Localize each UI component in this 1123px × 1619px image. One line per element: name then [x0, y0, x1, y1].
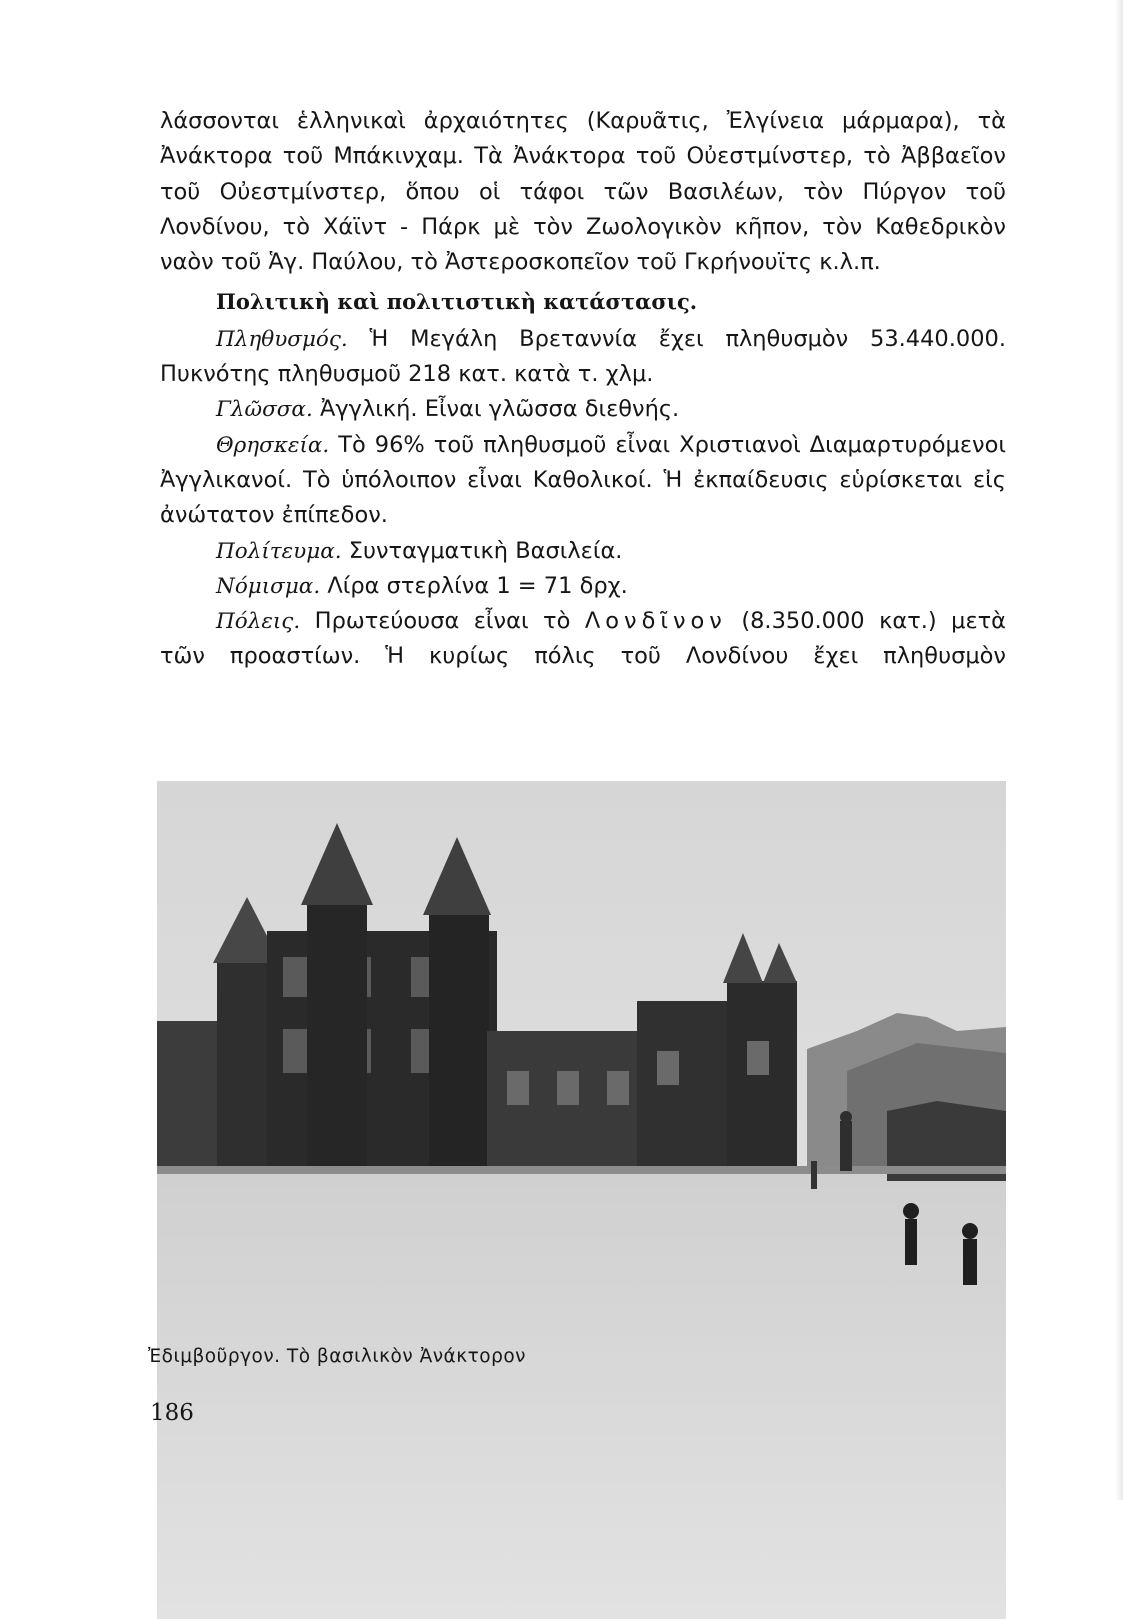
- paragraph-language: [160, 392, 1006, 427]
- paragraph-currency: [160, 569, 1006, 604]
- religion-text: Τὸ 96% τοῦ πληθυσμοῦ εἶναι Χριστιανοὶ Διαμαρτυρόμενοι Ἀγγλικανοί. Τὸ ὑπόλοιπον εἶναι Καθολικοί. Ἡ ἐκπαίδευσις εὑρίσκεται εἰς ἀνώτατον ἐπίπεδον.: [160, 431, 1006, 529]
- capital-name: Λονδῖνον: [584, 608, 727, 635]
- language-label: Γλῶσσα.: [216, 397, 313, 423]
- currency-label: Νόμισμα.: [216, 573, 321, 599]
- government-label: Πολίτευμα.: [216, 538, 342, 564]
- palace-photograph: [157, 781, 1006, 1618]
- paragraph-religion: [160, 428, 1006, 534]
- currency-text: Λίρα στερλίνα 1 = 71 δρχ.: [320, 572, 628, 599]
- religion-label: Θρησκεία.: [216, 432, 330, 458]
- intro-text: λάσσονται ἑλληνικαὶ ἀρχαιότητες (Καρυᾶτις, Ἐλγίνεια μάρμαρα), τὰ Ἀνάκτορα τοῦ Μπάκινχαμ. Τὰ Ἀνάκτορα τοῦ Οὐεστμίνστερ, τὸ Ἀββαεῖον τοῦ Οὐεστμίνστερ, ὅπου οἱ τάφοι τῶν Βασιλέων, τὸν Πύργον τοῦ Λονδίνου, τὸ Χάϊντ - Πάρκ μὲ τὸν Ζωολογικὸν κῆπον, τὸν Καθεδρικὸν ναὸν τοῦ Ἁγ. Παύλου, τὸ Ἀστεροσκοπεῖον τοῦ Γκρήνουϊτς κ.λ.π.: [160, 108, 1006, 276]
- section-heading: Πολιτικὴ καὶ πολιτιστικὴ κατάστασις.: [216, 289, 698, 315]
- body-text: [160, 104, 1006, 675]
- photo-illustration: [157, 781, 1006, 1619]
- population-text: Ἡ Μεγάλη Βρεταννία ἔχει πληθυσμὸν 53.440.000. Πυκνότης πληθυσμοῦ 218 κατ. κατὰ τ. χλμ.: [160, 325, 1006, 388]
- paragraph-cities: [160, 604, 1006, 675]
- cities-label: Πόλεις.: [216, 609, 301, 635]
- page-number: 186: [150, 1400, 194, 1426]
- photo-caption: Ἐδιμβοῦργον. Τὸ βασιλικὸν Ἀνάκτορον: [148, 1346, 527, 1367]
- language-text: Ἀγγλική. Εἶναι γλῶσσα διεθνής.: [312, 396, 680, 423]
- population-label: Πληθυσμός.: [216, 326, 348, 352]
- cities-text-b: (8.350.000 κατ.) μετὰ τῶν προαστίων. Ἡ κυρίως πόλις τοῦ Λονδίνου ἔχει πληθυσμὸν: [160, 608, 1007, 670]
- paragraph-population: [160, 322, 1006, 393]
- cities-text-a: Πρωτεύουσα εἶναι τὸ: [300, 608, 585, 635]
- page-edge: [1115, 0, 1123, 1500]
- government-text: Συνταγματικὴ Βασιλεία.: [341, 537, 623, 564]
- paragraph-intro: [160, 104, 1006, 280]
- paragraph-government: [160, 534, 1006, 569]
